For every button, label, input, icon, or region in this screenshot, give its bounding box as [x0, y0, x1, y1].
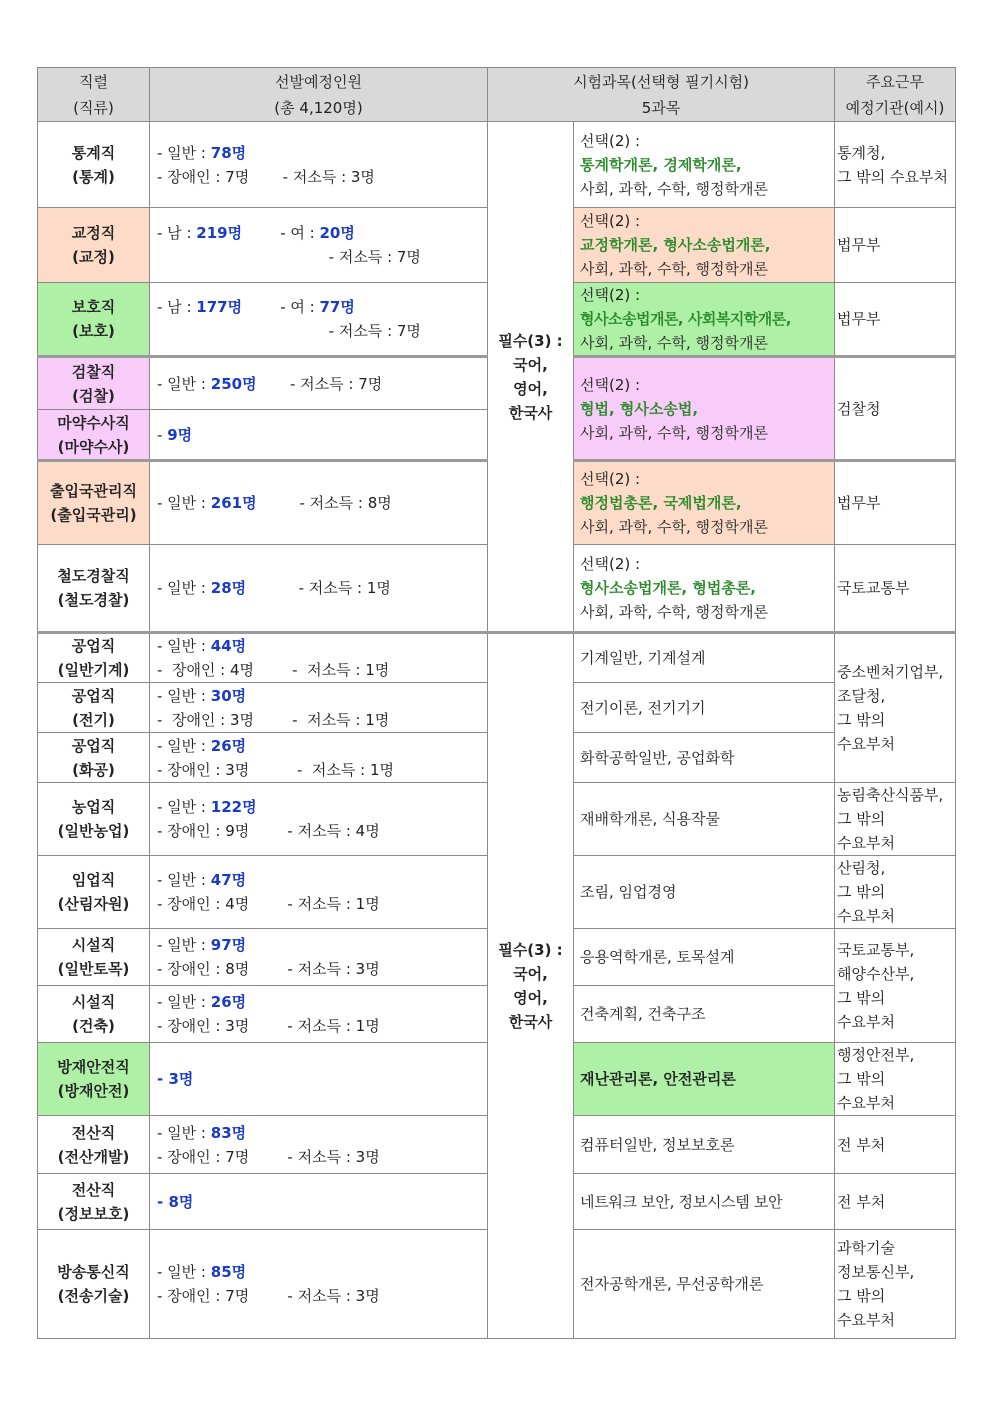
job-cell: 출입국관리직 (출입국관리) — [38, 461, 150, 545]
count-cell: - 일반 : 261명 - 저소득 : 8명 — [150, 461, 488, 545]
job-cell: 검찰직 (검찰) — [38, 357, 150, 410]
job-cell: 통계직 (통계) — [38, 122, 150, 208]
count-cell: - 일반 : 97명 - 장애인 : 8명 - 저소득 : 3명 — [150, 929, 488, 986]
subject-cell: 컴퓨터일반, 정보보호론 — [574, 1116, 835, 1174]
count-cell: - 3명 — [150, 1043, 488, 1116]
job-cell: 공업직 (화공) — [38, 733, 150, 783]
subject-cell: 네트워크 보안, 정보시스템 보안 — [574, 1174, 835, 1230]
count-cell: - 일반 : 250명 - 저소득 : 7명 — [150, 357, 488, 410]
header-subjects: 시험과목(선택형 필기시험) 5과목 — [488, 68, 835, 122]
table-header-row — [38, 68, 956, 122]
table-row — [38, 122, 956, 208]
agency-cell: 국토교통부, 해양수산부, 그 밖의 수요부처 — [835, 929, 956, 1043]
agency-cell: 전 부처 — [835, 1116, 956, 1174]
required-subjects-2: 필수(3) : 국어, 영어, 한국사 — [488, 633, 574, 1339]
job-cell: 방재안전직 (방재안전) — [38, 1043, 150, 1116]
count-cell: - 일반 : 26명 - 장애인 : 3명 - 저소득 : 1명 — [150, 986, 488, 1043]
subject-cell: 선택(2) : 형사소송법개론, 사회복지학개론, 사회, 과학, 수학, 행정학개론 — [574, 283, 835, 357]
header-job: 직렬 (직류) — [38, 68, 150, 122]
agency-cell: 농림축산식품부, 그 밖의 수요부처 — [835, 783, 956, 856]
job-cell: 농업직 (일반농업) — [38, 783, 150, 856]
subject-cell: 선택(2) : 교정학개론, 형사소송법개론, 사회, 과학, 수학, 행정학개론 — [574, 208, 835, 283]
subject-cell: 화학공학일반, 공업화학 — [574, 733, 835, 783]
count-cell: - 일반 : 47명 - 장애인 : 4명 - 저소득 : 1명 — [150, 856, 488, 929]
job-cell: 공업직 (전기) — [38, 683, 150, 733]
count-cell: - 8명 — [150, 1174, 488, 1230]
job-cell: 공업직 (일반기계) — [38, 633, 150, 683]
agency-cell: 중소벤처기업부, 조달청, 그 밖의 수요부처 — [835, 633, 956, 783]
agency-cell: 과학기술 정보통신부, 그 밖의 수요부처 — [835, 1230, 956, 1339]
count-cell: - 일반 : 78명 - 장애인 : 7명 - 저소득 : 3명 — [150, 122, 488, 208]
agency-cell: 법무부 — [835, 208, 956, 283]
recruitment-table — [37, 67, 956, 1339]
job-cell: 보호직 (보호) — [38, 283, 150, 357]
subject-cell: 재난관리론, 안전관리론 — [574, 1043, 835, 1116]
agency-cell: 전 부처 — [835, 1174, 956, 1230]
job-cell: 마약수사직 (마약수사) — [38, 410, 150, 461]
job-cell: 전산직 (정보보호) — [38, 1174, 150, 1230]
required-subjects-1: 필수(3) : 국어, 영어, 한국사 — [488, 122, 574, 633]
count-cell: - 남 : 177명 - 여 : 77명 - 저소득 : 7명 — [150, 283, 488, 357]
count-cell: - 9명 — [150, 410, 488, 461]
subject-cell: 재배학개론, 식용작물 — [574, 783, 835, 856]
subject-cell: 건축계획, 건축구조 — [574, 986, 835, 1043]
count-cell: - 일반 : 44명 - 장애인 : 4명 - 저소득 : 1명 — [150, 633, 488, 683]
count-cell: - 일반 : 85명 - 장애인 : 7명 - 저소득 : 3명 — [150, 1230, 488, 1339]
header-agency: 주요근무 예정기관(예시) — [835, 68, 956, 122]
subject-cell: 전기이론, 전기기기 — [574, 683, 835, 733]
job-cell: 철도경찰직 (철도경찰) — [38, 545, 150, 633]
agency-cell: 법무부 — [835, 283, 956, 357]
subject-cell: 선택(2) : 통계학개론, 경제학개론, 사회, 과학, 수학, 행정학개론 — [574, 122, 835, 208]
job-cell: 교정직 (교정) — [38, 208, 150, 283]
subject-cell: 응용역학개론, 토목설계 — [574, 929, 835, 986]
job-cell: 전산직 (전산개발) — [38, 1116, 150, 1174]
subject-cell: 선택(2) : 형법, 형사소송법, 사회, 과학, 수학, 행정학개론 — [574, 357, 835, 461]
agency-cell: 통계청, 그 밖의 수요부처 — [835, 122, 956, 208]
agency-cell: 국토교통부 — [835, 545, 956, 633]
count-cell: - 일반 : 83명 - 장애인 : 7명 - 저소득 : 3명 — [150, 1116, 488, 1174]
subject-cell: 전자공학개론, 무선공학개론 — [574, 1230, 835, 1339]
table-row — [38, 633, 956, 683]
subject-cell: 선택(2) : 행정법총론, 국제법개론, 사회, 과학, 수학, 행정학개론 — [574, 461, 835, 545]
count-cell: - 일반 : 122명 - 장애인 : 9명 - 저소득 : 4명 — [150, 783, 488, 856]
subject-cell: 기계일반, 기계설계 — [574, 633, 835, 683]
count-cell: - 일반 : 30명 - 장애인 : 3명 - 저소득 : 1명 — [150, 683, 488, 733]
count-cell: - 일반 : 28명 - 저소득 : 1명 — [150, 545, 488, 633]
agency-cell: 산림청, 그 밖의 수요부처 — [835, 856, 956, 929]
job-cell: 방송통신직 (전송기술) — [38, 1230, 150, 1339]
count-cell: - 남 : 219명 - 여 : 20명 - 저소득 : 7명 — [150, 208, 488, 283]
subject-cell: 조림, 임업경영 — [574, 856, 835, 929]
count-cell: - 일반 : 26명 - 장애인 : 3명 - 저소득 : 1명 — [150, 733, 488, 783]
subject-cell: 선택(2) : 형사소송법개론, 형법총론, 사회, 과학, 수학, 행정학개론 — [574, 545, 835, 633]
job-cell: 시설직 (건축) — [38, 986, 150, 1043]
header-count: 선발예정인원 (총 4,120명) — [150, 68, 488, 122]
agency-cell: 법무부 — [835, 461, 956, 545]
agency-cell: 행정안전부, 그 밖의 수요부처 — [835, 1043, 956, 1116]
agency-cell: 검찰청 — [835, 357, 956, 461]
job-cell: 임업직 (산림자원) — [38, 856, 150, 929]
job-cell: 시설직 (일반토목) — [38, 929, 150, 986]
